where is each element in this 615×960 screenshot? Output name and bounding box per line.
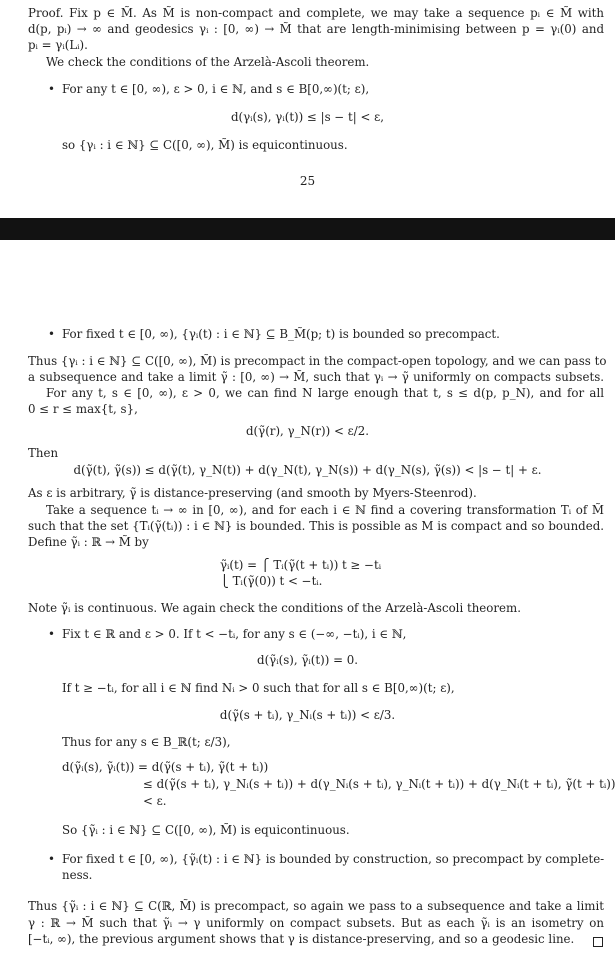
- equation-definition-1: γ̃ᵢ(t) = ⎧ Tᵢ(γ̃(t + tᵢ)) t ≥ −tᵢ: [220, 558, 382, 572]
- equation-definition-2: ⎩ Tᵢ(γ̃(0)) t < −tᵢ.: [220, 574, 323, 588]
- text-line: [−tᵢ, ∞), the previous argument shows that γ is distance-preserving, and so a geodesic line.: [28, 932, 575, 946]
- equation-limit: d(γ̃(r), γ_N(r)) < ε/2.: [246, 424, 369, 438]
- text-line: such that the set {Tᵢ(γ̃(tᵢ)) : i ∈ ℕ} is bounded. This is possible as M is compact and so bounded.: [28, 519, 604, 533]
- page-separator: [0, 218, 615, 240]
- equation-chain-3: < ε.: [143, 794, 167, 808]
- text-line: ness.: [62, 868, 93, 882]
- text-line: Define γ̃ᵢ : ℝ → M̃ by: [28, 535, 149, 549]
- text-line: 0 ≤ r ≤ max{t, s},: [28, 402, 138, 416]
- text-line: Note γ̃ᵢ is continuous. We again check the conditions of the Arzelà-Ascoli theorem.: [28, 601, 521, 615]
- equation-triangle: d(γ̃(t), γ̃(s)) ≤ d(γ̃(t), γ_N(t)) + d(γ_N(t), γ_N(s)) + d(γ_N(s), γ̃(s)) < |s − t| + ε.: [73, 463, 542, 477]
- text-line: Thus {γ̃ᵢ : i ∈ ℕ} ⊆ C(ℝ, M̃) is precompact, so again we pass to a subsequence and take a limit: [28, 899, 604, 913]
- text-line: So {γ̃ᵢ : i ∈ ℕ} ⊆ C([0, ∞), M̃) is equicontinuous.: [62, 823, 350, 837]
- text-line: If t ≥ −tᵢ, for all i ∈ ℕ find Nᵢ > 0 such that for all s ∈ B[0,∞)(t; ε),: [62, 681, 455, 695]
- bullet-fix-t: • Fix t ∈ ℝ and ε > 0. If t < −tᵢ, for any s ∈ (−∞, −tᵢ), i ∈ ℕ,: [62, 627, 604, 641]
- text-line: Take a sequence tᵢ → ∞ in [0, ∞), and for each i ∈ ℕ find a covering transformation Tᵢ of M̃: [46, 503, 604, 517]
- arzela-check-line: We check the conditions of the Arzelà-Ascoli theorem.: [46, 55, 370, 69]
- equation-chain-2: ≤ d(γ̃(s + tᵢ), γ_Nᵢ(s + tᵢ)) + d(γ_Nᵢ(s + tᵢ), γ_Nᵢ(t + tᵢ)) + d(γ_Nᵢ(t + tᵢ), γ̃(t + tᵢ)): [143, 777, 615, 791]
- text-line: a subsequence and take a limit γ̃ : [0, ∞) → M̃, such that γᵢ → γ̃ uniformly on compacts subsets.: [28, 370, 604, 384]
- qed-icon: [593, 937, 603, 947]
- equation-distance: d(γᵢ(s), γᵢ(t)) ≤ |s − t| < ε,: [230, 110, 385, 124]
- page-bottom: [0, 240, 615, 960]
- equation-chain-1: d(γ̃ᵢ(s), γ̃ᵢ(t)) = d(γ̃(s + tᵢ), γ̃(t + tᵢ)): [62, 760, 269, 774]
- text-line: Thus {γᵢ : i ∈ ℕ} ⊆ C([0, ∞), M̃) is precompact in the compact-open topology, and we can pass to: [28, 354, 607, 368]
- page-top: [0, 0, 615, 218]
- text-line: For any t, s ∈ [0, ∞), ε > 0, we can find N large enough that t, s ≤ d(p, p_N), and for all: [46, 386, 604, 400]
- page-number: 25: [299, 174, 316, 188]
- text-line: Thus for any s ∈ B_ℝ(t; ε/3),: [62, 735, 231, 749]
- bullet-bounded: • For fixed t ∈ [0, ∞), {γ̃ᵢ(t) : i ∈ ℕ} is bounded by construction, so precompact by complete-: [62, 852, 604, 866]
- bullet-equicontinuity: • For any t ∈ [0, ∞), ε > 0, i ∈ ℕ, and s ∈ B[0,∞)(t; ε),: [62, 82, 604, 96]
- proof-line-3: pᵢ = γᵢ(Lᵢ).: [28, 38, 88, 52]
- equicontinuous-line: so {γᵢ : i ∈ ℕ} ⊆ C([0, ∞), M̃) is equicontinuous.: [62, 138, 348, 152]
- text-line: γ : ℝ → M̃ such that γ̃ᵢ → γ uniformly on compact subsets. But as each γ̃ᵢ is an isometry on: [28, 916, 604, 930]
- text-line: As ε is arbitrary, γ̃ is distance-preserving (and smooth by Myers-Steenrod).: [28, 486, 477, 500]
- bullet-precompact: • For fixed t ∈ [0, ∞), {γᵢ(t) : i ∈ ℕ} ⊆ B_M̃(p; t) is bounded so precompact.: [62, 327, 604, 341]
- text-line: Then: [28, 446, 59, 460]
- equation-zero: d(γ̃ᵢ(s), γ̃ᵢ(t)) = 0.: [257, 653, 358, 667]
- equation-third: d(γ̃(s + tᵢ), γ_Nᵢ(s + tᵢ)) < ε/3.: [219, 708, 396, 722]
- proof-line-1: Proof. Fix p ∈ M̃. As M̃ is non-compact and complete, we may take a sequence pᵢ ∈ M̃ with: [28, 6, 604, 20]
- proof-line-2: d(p, pᵢ) → ∞ and geodesics γᵢ : [0, ∞) → M̃ that are length-minimising between p = γᵢ(0) and: [28, 22, 604, 36]
